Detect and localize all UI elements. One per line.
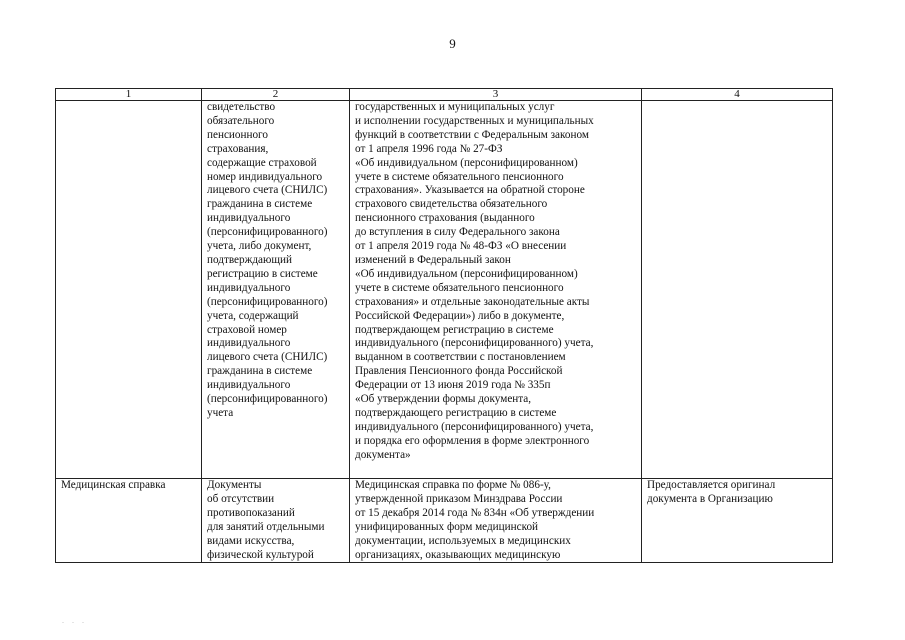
cell-document-description: Документы об отсутствии противопоказаний для занятий отдельными видами искусства, физической культурой — [202, 479, 350, 563]
scan-noise: . . . — [62, 616, 87, 625]
table-header-row — [56, 89, 833, 101]
requirements-table — [55, 88, 833, 563]
header-col-1: 1 — [56, 89, 202, 101]
page-number: 9 — [449, 36, 456, 51]
header-col-3: 3 — [350, 89, 642, 101]
cell-document-name — [56, 101, 202, 479]
cell-document-name: Медицинская справка — [56, 479, 202, 563]
header-col-4: 4 — [642, 89, 833, 101]
table-row-medical — [56, 479, 833, 563]
cell-document-requirements: Медицинская справка по форме № 086-у, утвержденной приказом Минздрава России от 15 декабря 2014 года № 834н «Об утверждении унифицированных форм медицинской документации, используемых в медицинских организациях, оказывающих медицинскую — [350, 479, 642, 563]
cell-document-notes: Предоставляется оригинал документа в Организацию — [642, 479, 833, 563]
table-row-snils — [56, 101, 833, 479]
header-col-2: 2 — [202, 89, 350, 101]
cell-document-notes — [642, 101, 833, 479]
cell-document-requirements: государственных и муниципальных услуг и исполнении государственных и муниципальных функций в соответствии с Федеральным законом от 1 апреля 1996 года № 27-ФЗ «Об индивидуальном (персонифицированном) учете в системе обязательного пенсионного страхования». Указывается на обратной стороне страхового свидетельства обязательного пенсионного страхования (выданного до вступления в силу Федерального закона от 1 апреля 2019 года № 48-ФЗ «О внесении изменений в Федеральный закон «Об индивидуальном (персонифицированном) учете в системе обязательного пенсионного страхования» и отдельные законодательные акты Российской Федерации») либо в документе, подтверждающем регистрацию в системе индивидуального (персонифицированного) учета, выданном в соответствии с постановлением Правления Пенсионного фонда Российской Федерации от 13 июня 2019 года № 335п «Об утверждении формы документа, подтверждающего регистрацию в системе индивидуального (персонифицированного) учета, и порядка его оформления в форме электронного документа» — [350, 101, 642, 479]
cell-document-description: свидетельство обязательного пенсионного страхования, содержащие страховой номер индивидуального лицевого счета (СНИЛС) гражданина в системе индивидуального (персонифицированного) учета, либо документ, подтверждающий регистрацию в системе индивидуального (персонифицированного) учета, содержащий страховой номер индивидуального лицевого счета (СНИЛС) гражданина в системе индивидуального (персонифицированного) учета — [202, 101, 350, 479]
